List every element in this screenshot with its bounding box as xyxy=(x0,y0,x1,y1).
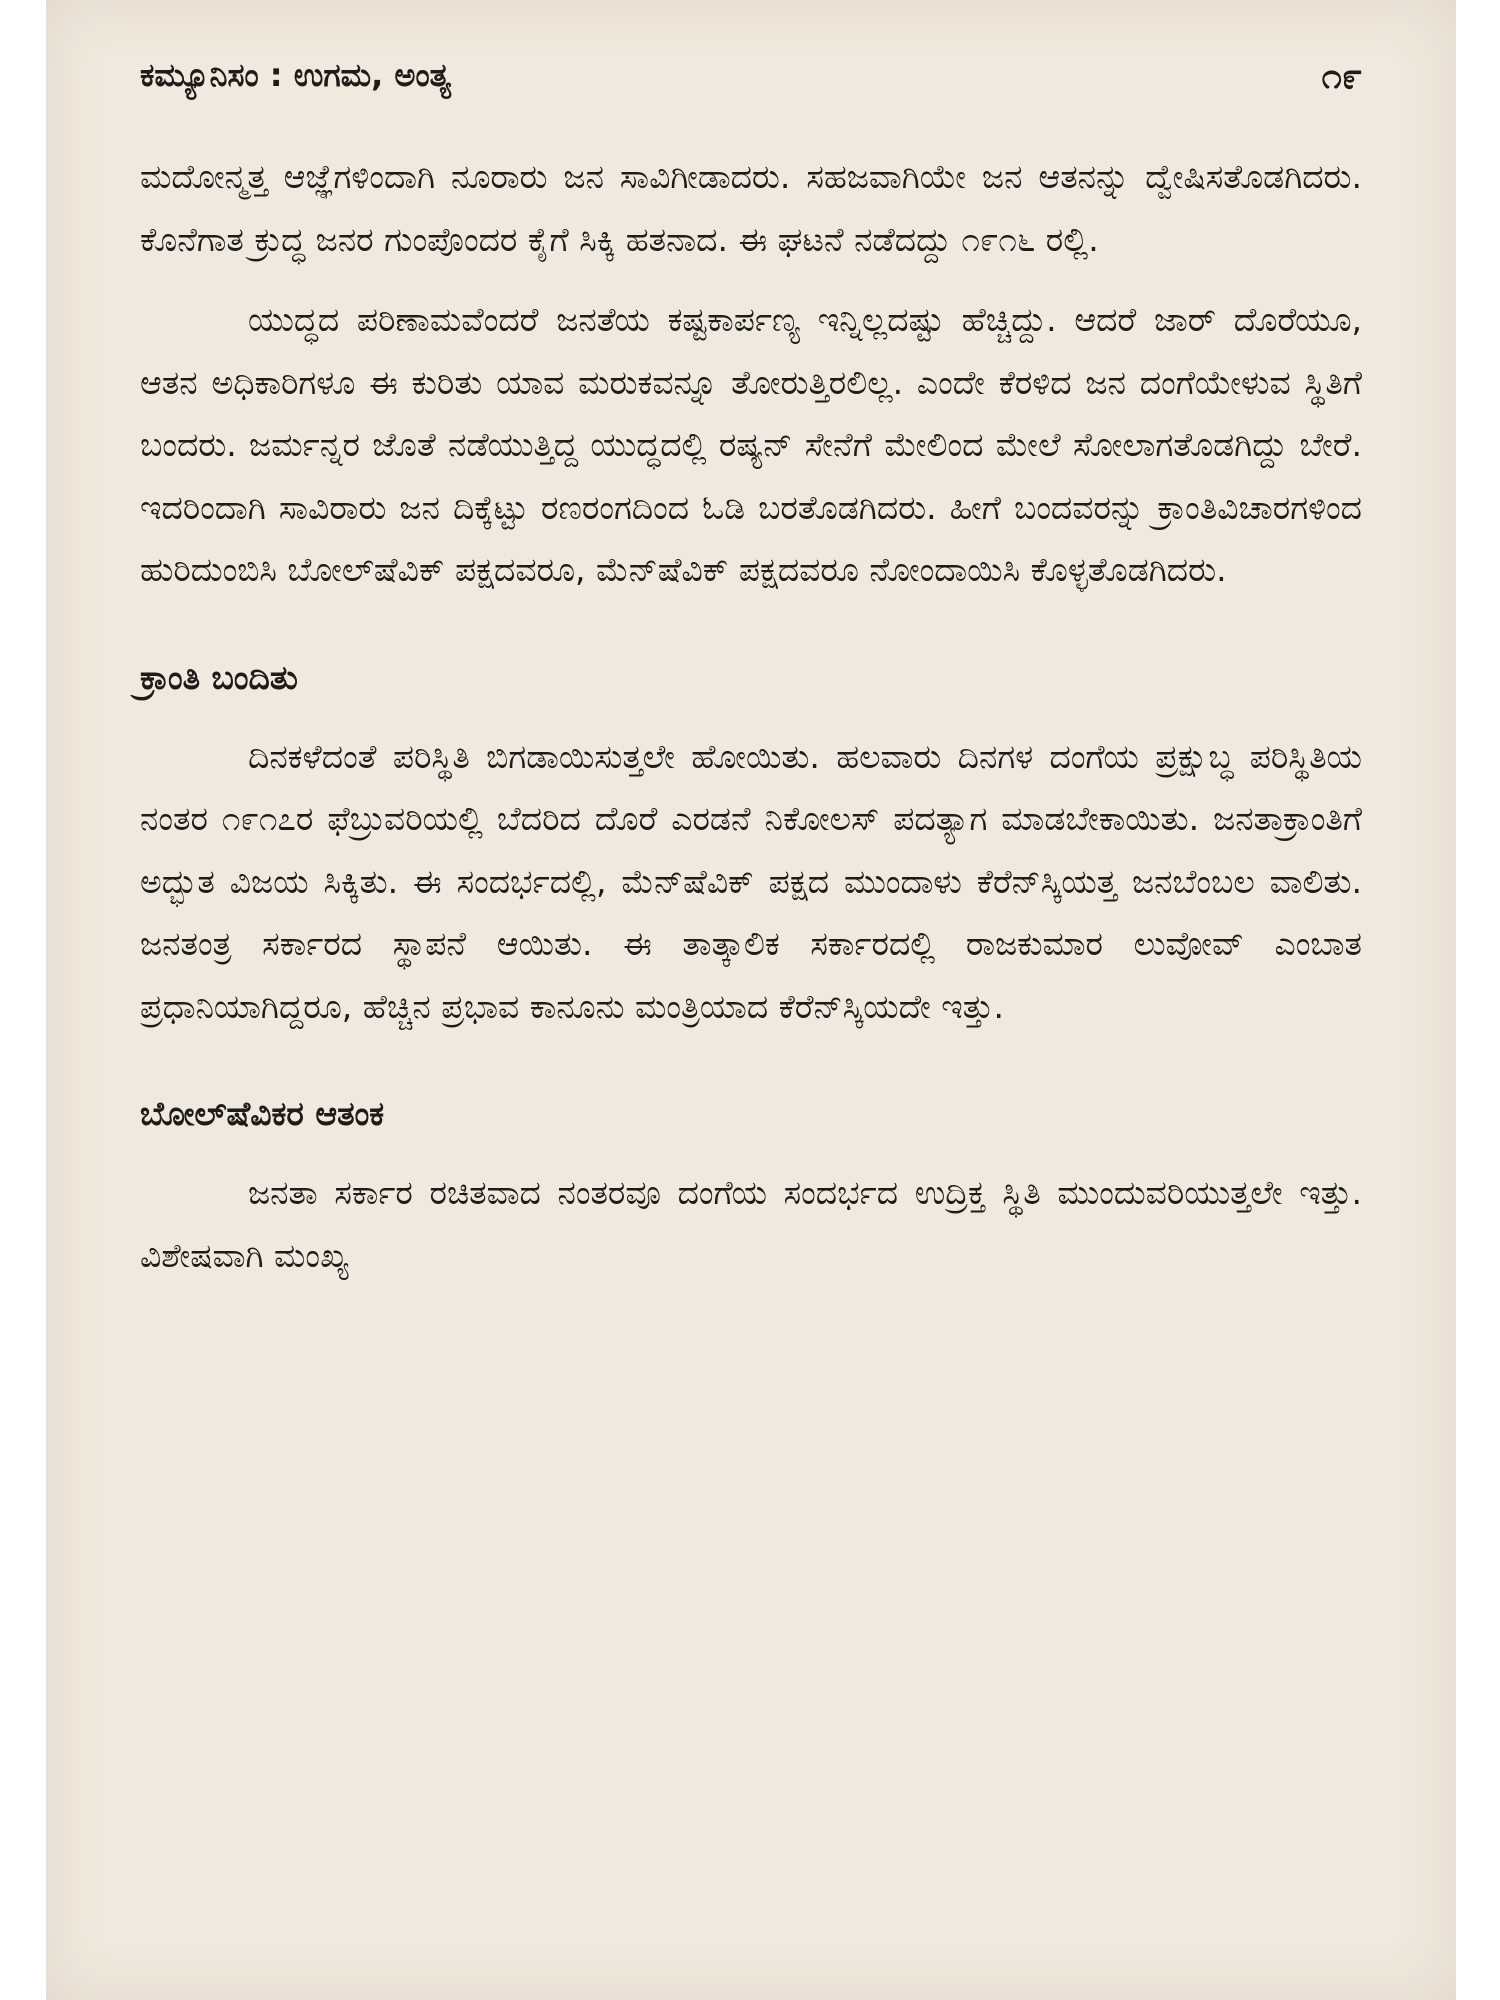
section-heading: ಕ್ರಾಂತಿ ಬಂದಿತು xyxy=(140,657,298,697)
page-body xyxy=(140,146,1362,1287)
paragraph: ದಿನಕಳೆದಂತೆ ಪರಿಸ್ಥಿತಿ ಬಿಗಡಾಯಿಸುತ್ತಲೇ ಹೋಯಿತು. ಹಲವಾರು ದಿನಗಳ ದಂಗೆಯ ಪ್ರಕ್ಷುಬ್ಧ ಪರಿಸ್ಥಿತಿಯ ನಂತರ ೧೯೧೭ರ ಫೆಬ್ರುವರಿಯಲ್ಲಿ ಬೆದರಿದ ದೊರೆ ಎರಡನೆ ನಿಕೋಲಸ್ ಪದತ್ಯಾಗ ಮಾಡಬೇಕಾಯಿತು. ಜನತಾಕ್ರಾಂತಿಗೆ ಅದ್ಭುತ ವಿಜಯ ಸಿಕ್ಕಿತು. ಈ ಸಂದರ್ಭದಲ್ಲಿ, ಮೆನ್‌ಷೆವಿಕ್ ಪಕ್ಷದ ಮುಂದಾಳು ಕೆರೆನ್‌ಸ್ಕಿಯತ್ತ ಜನಬೆಂಬಲ ವಾಲಿತು. ಜನತಂತ್ರ ಸರ್ಕಾರದ ಸ್ಥಾಪನೆ ಆಯಿತು. ಈ ತಾತ್ಕಾಲಿಕ ಸರ್ಕಾರದಲ್ಲಿ ರಾಜಕುಮಾರ ಲುವೋವ್ ಎಂಬಾತ ಪ್ರಧಾನಿಯಾಗಿದ್ದರೂ, ಹೆಚ್ಚಿನ ಪ್ರಭಾವ ಕಾನೂನು ಮಂತ್ರಿಯಾದ ಕೆರೆನ್‌ಸ್ಕಿಯದೇ ಇತ್ತು. xyxy=(140,736,1362,1026)
page-number: ೧೯ xyxy=(1321,56,1362,97)
page-header xyxy=(140,56,1362,116)
paragraph: ಮದೋನ್ಮತ್ತ ಆಜ್ಞೆಗಳಿಂದಾಗಿ ನೂರಾರು ಜನ ಸಾವಿಗೀಡಾದರು. ಸಹಜವಾಗಿಯೇ ಜನ ಆತನನ್ನು ದ್ವೇಷಿಸತೊಡಗಿದರು. ಕೊನೆಗಾತ ಕ್ರುದ್ಧ ಜನರ ಗುಂಪೊಂದರ ಕೈಗೆ ಸಿಕ್ಕಿ ಹತನಾದ. ಈ ಘಟನೆ ನಡೆದದ್ದು ೧೯೧೬ ರಲ್ಲಿ. xyxy=(140,157,1362,259)
book-page xyxy=(46,0,1456,2000)
paragraph: ಜನತಾ ಸರ್ಕಾರ ರಚಿತವಾದ ನಂತರವೂ ದಂಗೆಯ ಸಂದರ್ಭದ ಉದ್ರಿಕ್ತ ಸ್ಥಿತಿ ಮುಂದುವರಿಯುತ್ತಲೇ ಇತ್ತು. ವಿಶೇಷವಾಗಿ ಮಂಖ್ಯ xyxy=(140,1173,1363,1275)
paragraph: ಯುದ್ಧದ ಪರಿಣಾಮವೆಂದರೆ ಜನತೆಯ ಕಷ್ಟಕಾರ್ಪಣ್ಯ ಇನ್ನಿಲ್ಲದಷ್ಟು ಹೆಚ್ಚಿದ್ದು. ಆದರೆ ಜಾರ್ ದೊರೆಯೂ, ಆತನ ಅಧಿಕಾರಿಗಳೂ ಈ ಕುರಿತು ಯಾವ ಮರುಕವನ್ನೂ ತೋರುತ್ತಿರಲಿಲ್ಲ. ಎಂದೇ ಕೆರಳಿದ ಜನ ದಂಗೆಯೇಳುವ ಸ್ಥಿತಿಗೆ ಬಂದರು. ಜರ್ಮನ್ನರ ಜೊತೆ ನಡೆಯುತ್ತಿದ್ದ ಯುದ್ಧದಲ್ಲಿ ರಷ್ಯನ್ ಸೇನೆಗೆ ಮೇಲಿಂದ ಮೇಲೆ ಸೋಲಾಗತೊಡಗಿದ್ದು ಬೇರೆ. ಇದರಿಂದಾಗಿ ಸಾವಿರಾರು ಜನ ದಿಕ್ಕೆಟ್ಟು ರಣರಂಗದಿಂದ ಓಡಿ ಬರತೊಡಗಿದರು. ಹೀಗೆ ಬಂದವರನ್ನು ಕ್ರಾಂತಿವಿಚಾರಗಳಿಂದ ಹುರಿದುಂಬಿಸಿ ಬೋಲ್‌ಷೆವಿಕ್ ಪಕ್ಷದವರೂ, ಮೆನ್‌ಷೆವಿಕ್ ಪಕ್ಷದವರೂ ನೋಂದಾಯಿಸಿ ಕೊಳ್ಳತೊಡಗಿದರು. xyxy=(140,300,1362,589)
section-heading: ಬೋಲ್‌ಷೆವಿಕರ ಆತಂಕ xyxy=(140,1094,385,1133)
running-title: ಕಮ್ಯೂನಿಸಂ : ಉಗಮ, ಅಂತ್ಯ xyxy=(140,56,452,94)
